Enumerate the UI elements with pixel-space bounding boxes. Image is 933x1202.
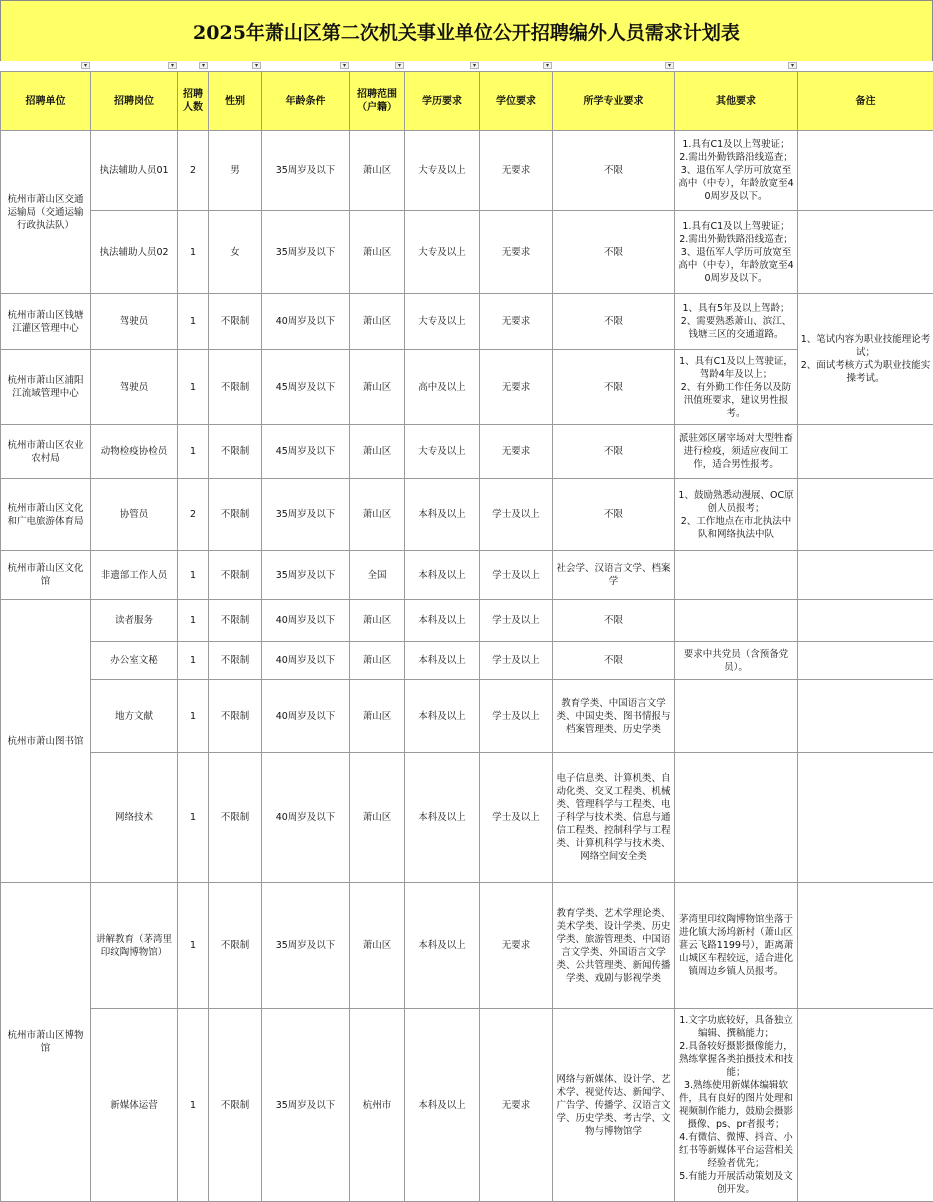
note-cell[interactable]: [798, 753, 933, 883]
major-cell[interactable]: 不限: [553, 600, 675, 642]
filter-button-age[interactable]: ▾: [340, 62, 349, 69]
scope-cell[interactable]: 杭州市: [350, 1009, 405, 1202]
header-count[interactable]: 招聘人数: [178, 72, 209, 131]
gender-cell[interactable]: 男: [209, 131, 262, 211]
table-row: [1, 600, 933, 642]
table-row: [1, 1009, 933, 1202]
filter-row: [0, 61, 933, 71]
other-cell[interactable]: 1.具有C1及以上驾驶证； 2.需出外勤铁路沿线巡查； 3、退伍军人学历可放宽至高中（中专），年龄放宽至40周岁及以下。: [675, 131, 798, 211]
gender-cell[interactable]: 不限制: [209, 883, 262, 1009]
education-cell[interactable]: 本科及以上: [405, 600, 480, 642]
recruitment-table: [0, 71, 933, 1202]
note-cell[interactable]: [798, 131, 933, 211]
age-cell[interactable]: 35周岁及以下: [262, 131, 350, 211]
education-cell[interactable]: 大专及以上: [405, 294, 480, 350]
position-cell[interactable]: 驾驶员: [91, 350, 178, 425]
header-education[interactable]: 学历要求: [405, 72, 480, 131]
age-cell[interactable]: 35周岁及以下: [262, 551, 350, 600]
degree-cell[interactable]: 无要求: [480, 1009, 553, 1202]
note-cell[interactable]: [798, 680, 933, 753]
other-cell[interactable]: [675, 600, 798, 642]
age-cell[interactable]: 40周岁及以下: [262, 680, 350, 753]
position-cell[interactable]: 动物检疫协检员: [91, 425, 178, 479]
count-cell[interactable]: 1: [178, 425, 209, 479]
table-row: [1, 479, 933, 551]
note-cell[interactable]: [798, 551, 933, 600]
table-row: [1, 350, 933, 425]
filter-button-scope[interactable]: ▾: [395, 62, 404, 69]
unit-cell[interactable]: 杭州市萧山区文化和广电旅游体育局: [1, 479, 91, 551]
age-cell[interactable]: 40周岁及以下: [262, 642, 350, 680]
gender-cell[interactable]: 不限制: [209, 294, 262, 350]
degree-cell[interactable]: 学士及以上: [480, 642, 553, 680]
header-age[interactable]: 年龄条件: [262, 72, 350, 131]
age-cell[interactable]: 45周岁及以下: [262, 350, 350, 425]
position-cell[interactable]: 网络技术: [91, 753, 178, 883]
note-cell[interactable]: [798, 425, 933, 479]
filter-button-unit[interactable]: ▾: [81, 62, 90, 69]
note-cell[interactable]: [798, 211, 933, 294]
degree-cell[interactable]: 无要求: [480, 294, 553, 350]
count-cell[interactable]: 1: [178, 294, 209, 350]
table-row: [1, 680, 933, 753]
note-cell[interactable]: [798, 883, 933, 1009]
unit-cell[interactable]: 杭州市萧山区浦阳江流域管理中心: [1, 350, 91, 425]
filter-button-gender[interactable]: ▾: [252, 62, 261, 69]
gender-cell[interactable]: 不限制: [209, 479, 262, 551]
other-cell[interactable]: 1.具有C1及以上驾驶证； 2.需出外勤铁路沿线巡查； 3、退伍军人学历可放宽至高中（中专），年龄放宽至40周岁及以下。: [675, 211, 798, 294]
major-cell[interactable]: 教育学类、中国语言文学类、中国史类、图书情报与档案管理类、历史学类: [553, 680, 675, 753]
gender-cell[interactable]: 不限制: [209, 600, 262, 642]
major-cell[interactable]: 不限: [553, 350, 675, 425]
scope-cell[interactable]: 萧山区: [350, 425, 405, 479]
education-cell[interactable]: 本科及以上: [405, 551, 480, 600]
scope-cell[interactable]: 萧山区: [350, 350, 405, 425]
degree-cell[interactable]: 学士及以上: [480, 753, 553, 883]
education-cell[interactable]: 本科及以上: [405, 680, 480, 753]
scope-cell[interactable]: 全国: [350, 551, 405, 600]
degree-cell[interactable]: 学士及以上: [480, 479, 553, 551]
age-cell[interactable]: 35周岁及以下: [262, 1009, 350, 1202]
header-position[interactable]: 招聘岗位: [91, 72, 178, 131]
major-cell[interactable]: 教育学类、艺术学理论类、美术学类、设计学类、历史学类、旅游管理类、中国语言文学类、外国语言文学类、公共管理类、新闻传播学类、戏剧与影视学类: [553, 883, 675, 1009]
scope-cell[interactable]: 萧山区: [350, 680, 405, 753]
unit-cell[interactable]: 杭州市萧山区交通运输局（交通运输行政执法队）: [1, 131, 91, 294]
count-cell[interactable]: 2: [178, 131, 209, 211]
age-cell[interactable]: 40周岁及以下: [262, 600, 350, 642]
header-note[interactable]: 备注: [798, 72, 933, 131]
table-row: [1, 642, 933, 680]
header-major[interactable]: 所学专业要求: [553, 72, 675, 131]
count-cell[interactable]: 2: [178, 479, 209, 551]
table-row: [1, 294, 933, 350]
position-cell[interactable]: 驾驶员: [91, 294, 178, 350]
degree-cell[interactable]: 无要求: [480, 883, 553, 1009]
gender-cell[interactable]: 女: [209, 211, 262, 294]
position-cell[interactable]: 协管员: [91, 479, 178, 551]
other-cell[interactable]: [675, 551, 798, 600]
degree-cell[interactable]: 学士及以上: [480, 680, 553, 753]
count-cell[interactable]: 1: [178, 551, 209, 600]
major-cell[interactable]: 不限: [553, 294, 675, 350]
degree-cell[interactable]: 学士及以上: [480, 600, 553, 642]
other-cell[interactable]: 1、具有C1及以上驾驶证，驾龄4年及以上； 2、有外勤工作任务以及防汛值班要求，建议男性报考。: [675, 350, 798, 425]
count-cell[interactable]: 1: [178, 350, 209, 425]
gender-cell[interactable]: 不限制: [209, 753, 262, 883]
header-degree[interactable]: 学位要求: [480, 72, 553, 131]
age-cell[interactable]: 45周岁及以下: [262, 425, 350, 479]
filter-button-degree[interactable]: ▾: [543, 62, 552, 69]
major-cell[interactable]: 电子信息类、计算机类、自动化类、交叉工程类、机械类、管理科学与工程类、电子科学与技术类、信息与通信工程类、控制科学与工程类、计算机科学与技术类、网络空间安全类: [553, 753, 675, 883]
count-cell[interactable]: 1: [178, 642, 209, 680]
table-row: [1, 211, 933, 294]
note-cell[interactable]: [798, 479, 933, 551]
gender-cell[interactable]: 不限制: [209, 680, 262, 753]
header-gender[interactable]: 性别: [209, 72, 262, 131]
other-cell[interactable]: 1、具有5年及以上驾龄； 2、需要熟悉萧山、滨江、钱塘三区的交通道路。: [675, 294, 798, 350]
age-cell[interactable]: 35周岁及以下: [262, 479, 350, 551]
education-cell[interactable]: 本科及以上: [405, 642, 480, 680]
filter-button-other[interactable]: ▾: [788, 62, 797, 69]
table-row: [1, 883, 933, 1009]
other-cell[interactable]: [675, 753, 798, 883]
count-cell[interactable]: 1: [178, 600, 209, 642]
degree-cell[interactable]: 无要求: [480, 350, 553, 425]
filter-button-count[interactable]: ▾: [199, 62, 208, 69]
major-cell[interactable]: 不限: [553, 211, 675, 294]
table-row: [1, 551, 933, 600]
major-cell[interactable]: 不限: [553, 642, 675, 680]
filter-button-major[interactable]: ▾: [665, 62, 674, 69]
position-cell[interactable]: 新媒体运营: [91, 1009, 178, 1202]
age-cell[interactable]: 35周岁及以下: [262, 211, 350, 294]
unit-cell[interactable]: 杭州市萧山区农业农村局: [1, 425, 91, 479]
header-other[interactable]: 其他要求: [675, 72, 798, 131]
gender-cell[interactable]: 不限制: [209, 642, 262, 680]
note-cell[interactable]: [798, 642, 933, 680]
scope-cell[interactable]: 萧山区: [350, 600, 405, 642]
filter-button-position[interactable]: ▾: [168, 62, 177, 69]
position-cell[interactable]: 非遗部工作人员: [91, 551, 178, 600]
major-cell[interactable]: 不限: [553, 131, 675, 211]
other-cell[interactable]: [675, 680, 798, 753]
count-cell[interactable]: 1: [178, 753, 209, 883]
position-cell[interactable]: 读者服务: [91, 600, 178, 642]
note-cell-merged[interactable]: 1、笔试内容为职业技能理论考试； 2、面试考核方式为职业技能实操考试。: [798, 294, 933, 425]
degree-cell[interactable]: 学士及以上: [480, 551, 553, 600]
age-cell[interactable]: 40周岁及以下: [262, 753, 350, 883]
degree-cell[interactable]: 无要求: [480, 425, 553, 479]
position-cell[interactable]: 讲解教育（茅湾里印纹陶博物馆）: [91, 883, 178, 1009]
education-cell[interactable]: 大专及以上: [405, 131, 480, 211]
position-cell[interactable]: 执法辅助人员02: [91, 211, 178, 294]
education-cell[interactable]: 本科及以上: [405, 883, 480, 1009]
major-cell[interactable]: 社会学、汉语言文学、档案学: [553, 551, 675, 600]
education-cell[interactable]: 本科及以上: [405, 479, 480, 551]
sheet-title: 2025年萧山区第二次机关事业单位公开招聘编外人员需求计划表: [0, 0, 933, 62]
degree-cell[interactable]: 无要求: [480, 211, 553, 294]
other-cell[interactable]: 1.文字功底较好，具备独立编辑、撰稿能力； 2.具备较好摄影摄像能力，熟练掌握各类拍摄技术和技能； 3.熟练使用新媒体编辑软件，具有良好的图片处理和视频制作能力，鼓励会摄影摄像、ps、pr者报考； 4.有微信、微博、抖音、小红书等新媒体平台运营相关经验者优先； 5.有能力开展活动策划及文创开发。: [675, 1009, 798, 1202]
major-cell[interactable]: 不限: [553, 479, 675, 551]
unit-cell[interactable]: 杭州市萧山图书馆: [1, 600, 91, 883]
note-cell[interactable]: [798, 1009, 933, 1202]
unit-cell[interactable]: 杭州市萧山区文化馆: [1, 551, 91, 600]
education-cell[interactable]: 高中及以上: [405, 350, 480, 425]
table-row: [1, 753, 933, 883]
gender-cell[interactable]: 不限制: [209, 551, 262, 600]
degree-cell[interactable]: 无要求: [480, 131, 553, 211]
count-cell[interactable]: 1: [178, 680, 209, 753]
header-unit[interactable]: 招聘单位: [1, 72, 91, 131]
position-cell[interactable]: 地方文献: [91, 680, 178, 753]
scope-cell[interactable]: 萧山区: [350, 883, 405, 1009]
other-cell[interactable]: 茅湾里印纹陶博物馆坐落于进化镇大汤坞新村（萧山区葚云飞路1199号），距离萧山城区车程较远，适合进化镇周边乡镇人员报考。: [675, 883, 798, 1009]
table-row: [1, 131, 933, 211]
education-cell[interactable]: 大专及以上: [405, 211, 480, 294]
unit-cell[interactable]: 杭州市萧山区钱塘江灌区管理中心: [1, 294, 91, 350]
table-row: [1, 425, 933, 479]
unit-cell[interactable]: 杭州市萧山区博物馆: [1, 883, 91, 1202]
other-cell[interactable]: 要求中共党员（含预备党员）。: [675, 642, 798, 680]
count-cell[interactable]: 1: [178, 211, 209, 294]
gender-cell[interactable]: 不限制: [209, 350, 262, 425]
scope-cell[interactable]: 萧山区: [350, 479, 405, 551]
major-cell[interactable]: 不限: [553, 425, 675, 479]
age-cell[interactable]: 35周岁及以下: [262, 883, 350, 1009]
gender-cell[interactable]: 不限制: [209, 1009, 262, 1202]
count-cell[interactable]: 1: [178, 1009, 209, 1202]
count-cell[interactable]: 1: [178, 883, 209, 1009]
scope-cell[interactable]: 萧山区: [350, 294, 405, 350]
education-cell[interactable]: 大专及以上: [405, 425, 480, 479]
filter-button-education[interactable]: ▾: [470, 62, 479, 69]
scope-cell[interactable]: 萧山区: [350, 753, 405, 883]
scope-cell[interactable]: 萧山区: [350, 211, 405, 294]
education-cell[interactable]: 本科及以上: [405, 753, 480, 883]
other-cell[interactable]: 1、鼓励熟悉动漫展、OC原创人员报考； 2、工作地点在市北执法中队和网络执法中队: [675, 479, 798, 551]
gender-cell[interactable]: 不限制: [209, 425, 262, 479]
header-scope[interactable]: 招聘范围（户籍）: [350, 72, 405, 131]
position-cell[interactable]: 办公室文秘: [91, 642, 178, 680]
education-cell[interactable]: 本科及以上: [405, 1009, 480, 1202]
position-cell[interactable]: 执法辅助人员01: [91, 131, 178, 211]
other-cell[interactable]: 派驻郊区屠宰场对大型牲畜进行检疫，须适应夜间工作，适合男性报考。: [675, 425, 798, 479]
major-cell[interactable]: 网络与新媒体、设计学、艺术学、视觉传达、新闻学、广告学、传播学、汉语言文学、历史学类、考古学、文物与博物馆学: [553, 1009, 675, 1202]
age-cell[interactable]: 40周岁及以下: [262, 294, 350, 350]
note-cell[interactable]: [798, 600, 933, 642]
scope-cell[interactable]: 萧山区: [350, 642, 405, 680]
scope-cell[interactable]: 萧山区: [350, 131, 405, 211]
